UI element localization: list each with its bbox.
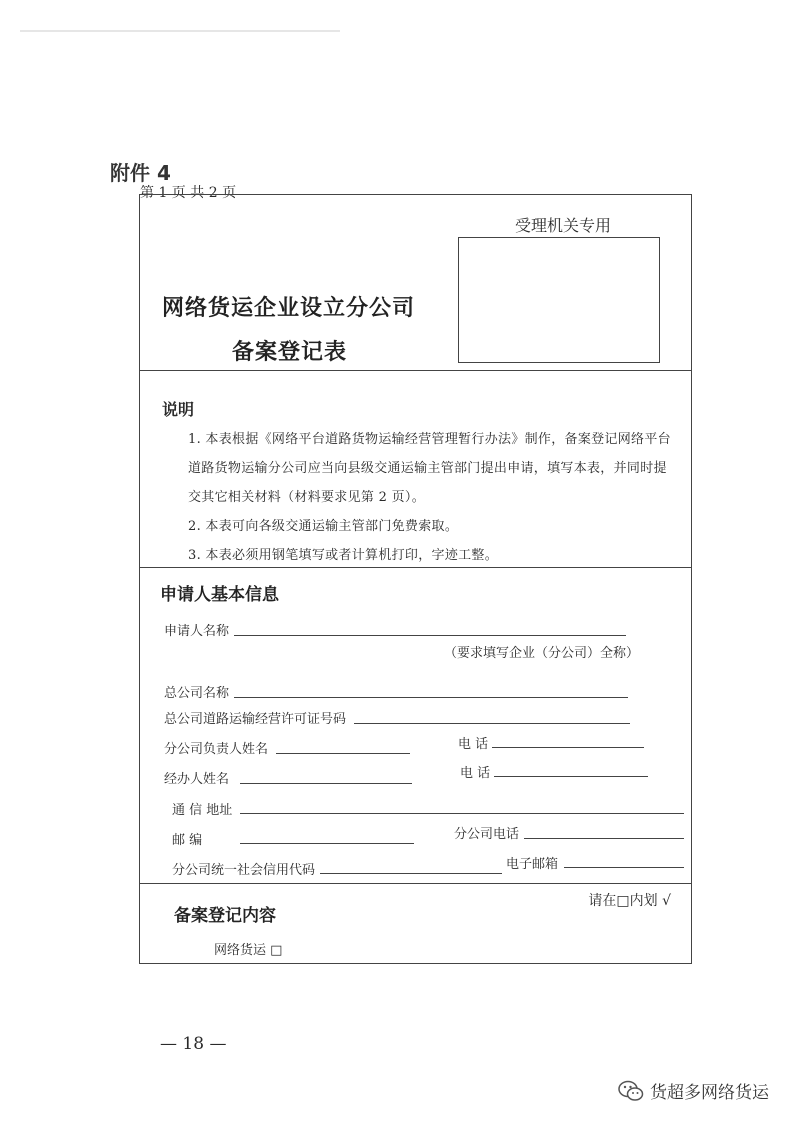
handler-field[interactable] [240, 783, 412, 784]
phone-label-2: 电 话 [460, 766, 491, 781]
office-stamp-box [458, 237, 660, 363]
email-field[interactable] [564, 867, 684, 868]
note-line: 2. 本表可向各级交通运输主管部门免费索取。 [188, 519, 459, 534]
applicant-name-hint: （要求填写企业（分公司）全称） [444, 646, 640, 661]
note-line: 1. 本表根据《网络平台道路货物运输经营管理暂行办法》制作，备案登记网络平台 [188, 432, 671, 447]
filing-heading: 备案登记内容 [174, 906, 276, 926]
form-title: 网络货运企业设立分公司 [162, 295, 416, 321]
attachment-label: 附件 4 [110, 161, 171, 185]
scan-edge [20, 30, 340, 32]
divider [140, 883, 691, 884]
office-use-label: 受理机关专用 [514, 216, 611, 235]
handler-label: 经办人姓名 [164, 772, 230, 787]
wechat-icon [618, 1080, 644, 1102]
applicant-heading: 申请人基本信息 [160, 585, 279, 605]
divider [140, 567, 691, 568]
manager-phone-field[interactable] [492, 747, 644, 748]
notes-heading: 说明 [162, 400, 195, 419]
form-subtitle: 备案登记表 [232, 339, 348, 365]
note-line: 3. 本表必须用钢笔填写或者计算机打印，字迹工整。 [188, 548, 499, 563]
branch-phone-field[interactable] [524, 838, 684, 839]
credit-code-label: 分公司统一社会信用代码 [172, 863, 316, 878]
hq-license-label: 总公司道路运输经营许可证号码 [164, 712, 347, 727]
note-line: 道路货物运输分公司应当向县级交通运输主管部门提出申请，填写本表，并同时提 [188, 461, 667, 476]
postcode-field[interactable] [240, 843, 414, 844]
network-freight-checkbox[interactable]: 网络货运 □ [214, 943, 283, 958]
watermark [618, 1078, 769, 1103]
note-line: 交其它相关材料（材料要求见第 2 页）。 [188, 490, 426, 505]
applicant-name-field[interactable] [234, 635, 626, 636]
page-info: 第 1 页 共 2 页 [140, 185, 237, 201]
address-field[interactable] [240, 813, 684, 814]
branch-manager-field[interactable] [276, 753, 410, 754]
credit-code-field[interactable] [320, 873, 502, 874]
address-label: 通 信 地址 [172, 803, 233, 818]
applicant-name-label: 申请人名称 [164, 624, 230, 639]
filing-form [139, 194, 692, 964]
email-label: 电子邮箱 [506, 857, 559, 872]
postcode-label: 邮 编 [172, 833, 203, 848]
phone-label-1: 电 话 [458, 737, 489, 752]
watermark-text: 货超多网络货运 [650, 1083, 769, 1103]
branch-manager-label: 分公司负责人姓名 [164, 742, 269, 757]
hq-license-field[interactable] [354, 723, 630, 724]
hq-name-field[interactable] [234, 697, 628, 698]
hq-name-label: 总公司名称 [164, 686, 230, 701]
check-hint: 请在□内划 √ [588, 893, 671, 909]
branch-phone-label: 分公司电话 [454, 827, 520, 842]
divider [140, 370, 691, 371]
handler-phone-field[interactable] [494, 776, 648, 777]
page-number: — 18 — [160, 1034, 227, 1054]
